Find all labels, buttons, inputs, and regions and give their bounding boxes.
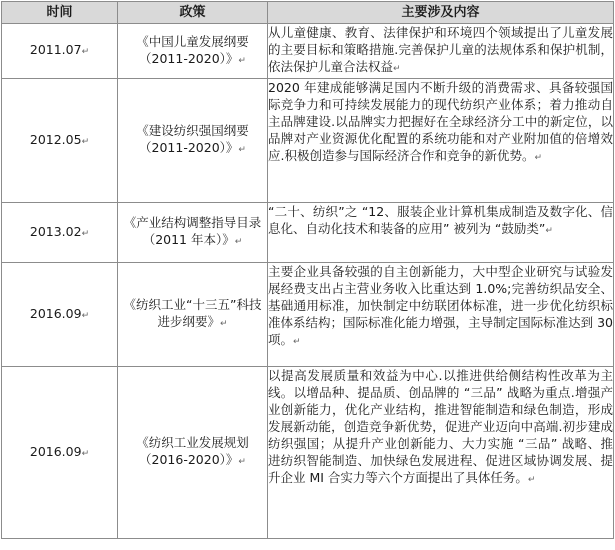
header-policy: 政策	[118, 2, 268, 24]
return-mark-icon: ↵	[545, 226, 553, 236]
time-cell: 2012.05↵	[2, 79, 118, 203]
content-cell: 主要企业具备较强的自主创新能力，大中型企业研究与试验发展经费支出占主营业务收入比重达到 1.0%;完善纺织品安全、基础通用标准，加快制定中纺联团体标准，进一步优化纺织标准体系结构；国际标准化能力增强，主导制定国际标准达到 30 项。↵	[268, 263, 614, 367]
header-content: 主要涉及内容	[268, 2, 614, 24]
return-mark-icon: ↵	[393, 64, 401, 74]
time-cell: 2016.09↵	[2, 263, 118, 367]
return-mark-icon: ↵	[238, 55, 246, 66]
return-mark-icon: ↵	[81, 448, 90, 459]
table-row	[2, 79, 614, 203]
return-mark-icon: ↵	[219, 319, 228, 329]
policy-table	[1, 1, 614, 539]
return-mark-icon: ↵	[238, 145, 246, 155]
return-mark-icon: ↵	[238, 457, 246, 467]
policy-cell: 《产业结构调整指导目录（2011 年本）》↵	[118, 203, 268, 263]
policy-cell: 《纺织工业“十三五”科技进步纲要》↵	[118, 263, 268, 367]
content-cell: “二十、纺织”之 “12、服装企业计算机集成制造及数字化、信息化、自动化技术和装备的应用” 被列为 “鼓励类”↵	[268, 203, 614, 263]
time-cell: 2011.07↵	[2, 24, 118, 79]
table-row	[2, 24, 614, 79]
policy-cell: 《纺织工业发展规划（2016-2020）》↵	[118, 367, 268, 539]
content-cell: 2020 年建成能够满足国内不断升级的消费需求、具备较强国际竞争力和可持续发展能力的现代纺织产业体系；着力推动自主品牌建设.以品牌实力把握好在全球经济分工中的新定位，以品牌对产业资源优化配置的系统功能和对产业附加值的倍增效应.积极创造参与国际经济合作和竞争的新优势。↵	[268, 79, 614, 203]
table-row	[2, 367, 614, 539]
return-mark-icon: ↵	[81, 47, 90, 57]
content-cell: 从儿童健康、教育、法律保护和环境四个领域提出了儿童发展的主要目标和策略措施.完善保护儿童的法规体系和保护机制，依法保护儿童合法权益↵	[268, 24, 614, 79]
return-mark-icon: ↵	[534, 153, 543, 163]
return-mark-icon: ↵	[81, 310, 90, 321]
policy-cell: 《建设纺织强国纲要（2011-2020）》↵	[118, 79, 268, 203]
return-mark-icon: ↵	[81, 136, 90, 147]
return-mark-icon: ↵	[234, 237, 243, 247]
return-mark-icon: ↵	[81, 228, 90, 239]
policy-cell: 《中国儿童发展纲要（2011-2020）》↵	[118, 24, 268, 79]
table-row	[2, 263, 614, 367]
content-cell: 以提高发展质量和效益为中心.以推进供给侧结构性改革为主线。以增品种、提品质、创品牌的 “三品” 战略为重点.增强产业创新能力，优化产业结构，推进智能制造和绿色制造，形成发展新动能，创造竞争新优势，促进产业迈向中高端.初步建成纺织强国；从提升产业创新能力、大力实施 “三品” 战略、推进纺织智能制造、加快绿色发展进程、促进区域协调发展、提升企业 MI 合实力等六个方面提出了具体任务。↵	[268, 367, 614, 539]
header-time: 时间	[2, 2, 118, 24]
header-row	[2, 2, 614, 24]
time-cell: 2013.02↵	[2, 203, 118, 263]
return-mark-icon: ↵	[293, 337, 301, 347]
return-mark-icon: ↵	[527, 475, 536, 485]
table-row	[2, 203, 614, 263]
time-cell: 2016.09↵	[2, 367, 118, 539]
